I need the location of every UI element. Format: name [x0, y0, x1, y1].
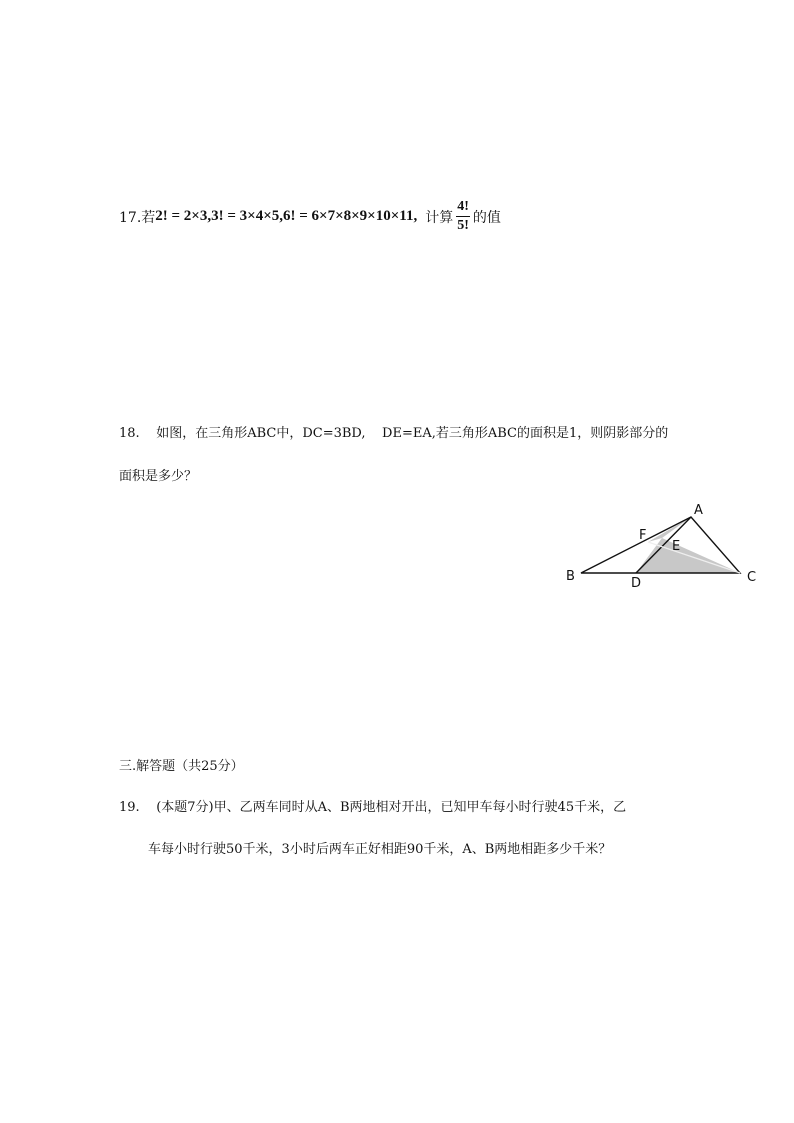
q17-fraction-numerator: 4!	[456, 200, 470, 217]
q17-fraction	[456, 200, 470, 233]
question-18-line-1: 18. 如图，在三角形ABC中，DC=3BD, DE=EA,若三角形ABC的面积是1，则阴影部分的	[119, 426, 669, 441]
section-3-heading: 三.解答题（共25分）	[119, 759, 244, 774]
label-a: A	[694, 503, 703, 518]
label-b: B	[566, 569, 575, 584]
label-f: F	[639, 528, 647, 543]
q17-prefix: 17.若	[119, 209, 156, 226]
q17-suffix: 的值	[472, 209, 501, 226]
label-e: E	[672, 539, 681, 554]
q17-middle-text: 计算	[425, 209, 454, 226]
label-d: D	[631, 576, 642, 590]
q17-factorial-definition: 2! = 2×3,3! = 3×4×5,6! = 6×7×8×9×10×11,	[155, 208, 418, 224]
question-19-line-2: 车每小时行驶50千米，3小时后两车正好相距90千米，A、B两地相距多少千米？	[148, 842, 612, 857]
q17-fraction-denominator: 5!	[457, 218, 469, 233]
label-c: C	[747, 570, 757, 585]
question-19-line-1: 19. (本题7分)甲、乙两车同时从A、B两地相对开出，已知甲车每小时行驶45千米，乙	[119, 800, 627, 815]
triangle-figure	[560, 495, 765, 590]
question-18-line-2: 面积是多少？	[119, 469, 198, 484]
question-17	[119, 200, 501, 233]
